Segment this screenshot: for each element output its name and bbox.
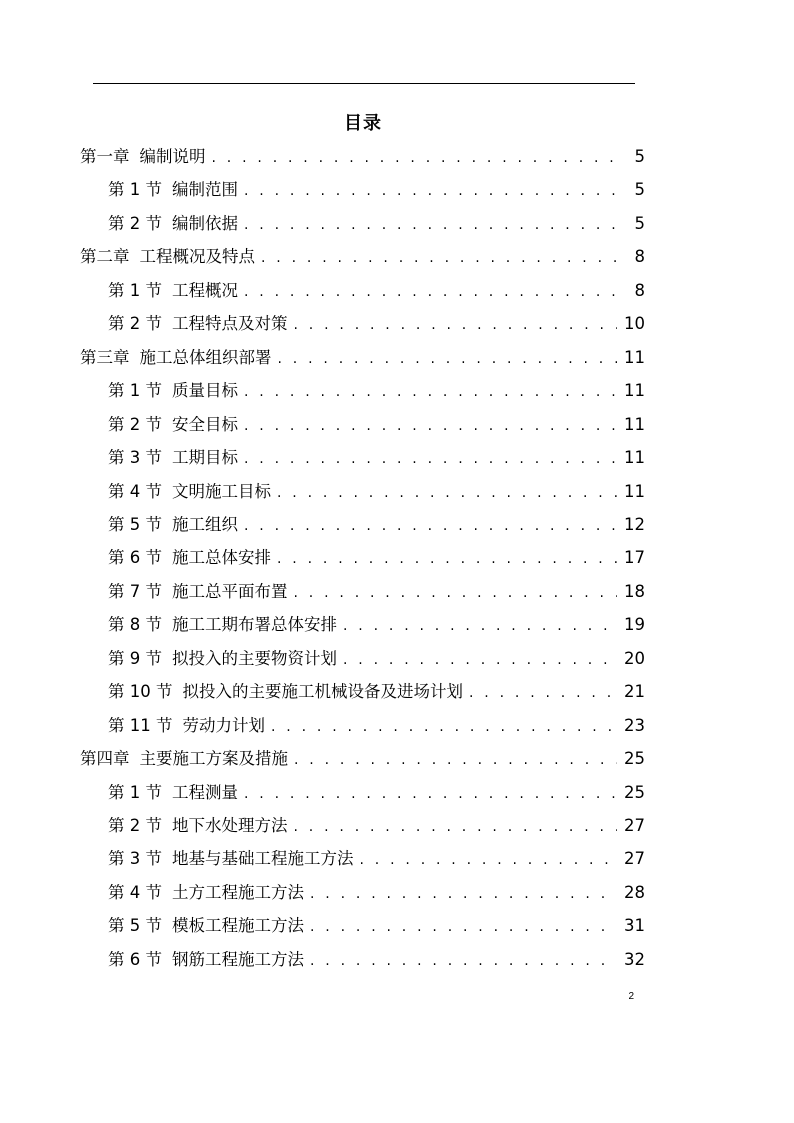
- toc-entry-title: 土方工程施工方法: [172, 882, 304, 902]
- toc-entry-page: 20: [624, 648, 645, 668]
- toc-section-entry[interactable]: [108, 846, 645, 872]
- toc-entry-title: 工程概况及特点: [139, 247, 255, 267]
- toc-entry-page: 11: [624, 414, 645, 434]
- toc-entry-page: 17: [624, 548, 645, 568]
- toc-chapter-entry[interactable]: [80, 746, 645, 772]
- toc-entry-page: 8: [634, 247, 645, 267]
- toc-section-entry[interactable]: [108, 947, 645, 973]
- toc-entry-number: 第 4 节: [108, 882, 162, 902]
- dot-leader: [294, 814, 618, 840]
- toc-entry-title: 工期目标: [172, 448, 238, 468]
- toc-entry-title: 文明施工目标: [172, 481, 271, 501]
- toc-entry-title: 编制范围: [172, 180, 238, 200]
- toc-entry-number: 第 3 节: [108, 849, 162, 869]
- toc-entry-title: 主要施工方案及措施: [139, 749, 288, 769]
- dot-leader: [310, 948, 617, 974]
- dot-leader: [310, 881, 617, 907]
- dot-leader: [294, 312, 618, 338]
- toc-section-entry[interactable]: [108, 378, 645, 404]
- toc-section-entry[interactable]: [108, 913, 645, 939]
- toc-entry-title: 劳动力计划: [182, 715, 265, 735]
- toc-entry-number: 第四章: [80, 749, 130, 769]
- dot-leader: [261, 245, 617, 271]
- dot-leader: [294, 747, 617, 773]
- toc-entry-page: 21: [624, 682, 645, 702]
- toc-entry-page: 25: [624, 782, 645, 802]
- toc-entry-page: 5: [634, 180, 645, 200]
- toc-entry-title: 钢筋工程施工方法: [172, 949, 304, 969]
- toc-section-entry[interactable]: [108, 512, 645, 538]
- page-number: 2: [628, 991, 634, 1002]
- toc-section-entry[interactable]: [108, 813, 645, 839]
- toc-entry-number: 第 11 节: [108, 715, 173, 735]
- dot-leader: [244, 413, 617, 439]
- dot-leader: [469, 680, 617, 706]
- toc-entry-number: 第 7 节: [108, 581, 162, 601]
- dot-leader: [277, 546, 617, 572]
- dot-leader: [310, 914, 617, 940]
- toc-entry-page: 10: [624, 314, 645, 334]
- toc-section-entry[interactable]: [108, 177, 645, 203]
- toc-entry-page: 25: [624, 749, 645, 769]
- toc-entry-page: 27: [624, 849, 645, 869]
- toc-entry-page: 28: [624, 882, 645, 902]
- toc-entry-title: 安全目标: [172, 414, 238, 434]
- toc-entry-title: 地基与基础工程施工方法: [172, 849, 354, 869]
- toc-entry-number: 第 1 节: [108, 280, 162, 300]
- toc-entry-number: 第 1 节: [108, 782, 162, 802]
- toc-entry-page: 19: [624, 615, 645, 635]
- toc-entry-number: 第 5 节: [108, 916, 162, 936]
- toc-entry-page: 31: [624, 916, 645, 936]
- toc-entry-page: 11: [624, 381, 645, 401]
- dot-leader: [244, 279, 617, 305]
- toc-entry-title: 地下水处理方法: [172, 816, 288, 835]
- toc-entry-number: 第 1 节: [108, 180, 162, 200]
- toc-entry-title: 模板工程施工方法: [172, 916, 304, 936]
- toc-entry-number: 第 9 节: [108, 648, 162, 668]
- toc-entry-number: 第 1 节: [108, 381, 162, 401]
- dot-leader: [294, 580, 618, 606]
- toc-entry-title: 施工总平面布置: [172, 581, 288, 601]
- dot-leader: [360, 847, 618, 873]
- toc-entry-title: 施工总体安排: [172, 548, 271, 568]
- dot-leader: [271, 714, 617, 740]
- toc-entry-number: 第 8 节: [108, 615, 162, 635]
- toc-entry-page: 23: [624, 715, 645, 735]
- dot-leader: [244, 781, 617, 807]
- dot-leader: [244, 379, 617, 405]
- toc-title: 目录: [344, 113, 382, 134]
- toc-section-entry[interactable]: [108, 780, 645, 806]
- toc-entry-page: 27: [624, 816, 645, 835]
- toc-entry-page: 32: [624, 949, 645, 969]
- toc-chapter-entry[interactable]: [80, 244, 645, 270]
- toc-entry-page: 12: [624, 514, 645, 534]
- dot-leader: [277, 480, 617, 506]
- toc-entry-page: 11: [624, 448, 645, 468]
- toc-section-entry[interactable]: [108, 311, 645, 337]
- toc-entry-number: 第 5 节: [108, 514, 162, 534]
- toc-section-entry[interactable]: [108, 278, 645, 304]
- toc-entry-title: 施工组织: [172, 514, 238, 534]
- toc-entry-title: 工程测量: [172, 782, 238, 802]
- toc-section-entry[interactable]: [108, 880, 645, 906]
- toc-entry-page: 5: [634, 213, 645, 233]
- toc-entry-title: 工程特点及对策: [172, 314, 288, 334]
- dot-leader: [212, 145, 618, 171]
- toc-entry-number: 第三章: [80, 347, 130, 367]
- toc-entry-title: 施工总体组织部署: [139, 347, 272, 367]
- toc-section-entry[interactable]: [108, 545, 645, 571]
- toc-section-entry[interactable]: [108, 679, 645, 705]
- toc-section-entry[interactable]: [108, 579, 645, 605]
- toc-section-entry[interactable]: [108, 646, 645, 672]
- dot-leader: [278, 346, 618, 372]
- toc-entry-title: 编制说明: [139, 147, 206, 166]
- toc-chapter-entry[interactable]: [80, 144, 645, 170]
- toc-entry-title: 编制依据: [172, 213, 238, 233]
- dot-leader: [343, 647, 617, 673]
- toc-section-entry[interactable]: [108, 479, 645, 505]
- toc-entry-number: 第二章: [80, 247, 130, 267]
- dot-leader: [244, 446, 617, 472]
- dot-leader: [244, 513, 617, 539]
- toc-section-entry[interactable]: [108, 211, 645, 237]
- toc-entry-title: 拟投入的主要物资计划: [172, 648, 337, 668]
- toc-entry-number: 第 2 节: [108, 816, 162, 835]
- toc-entry-title: 质量目标: [172, 381, 238, 401]
- toc-section-entry[interactable]: [108, 445, 645, 471]
- toc-entry-number: 第 6 节: [108, 949, 162, 969]
- toc-entry-page: 5: [634, 147, 645, 166]
- toc-entry-number: 第一章: [80, 147, 130, 166]
- toc-entry-title: 拟投入的主要施工机械设备及进场计划: [182, 682, 463, 702]
- toc-entry-page: 11: [624, 481, 645, 501]
- toc-entry-number: 第 4 节: [108, 481, 162, 501]
- toc-entry-number: 第 2 节: [108, 314, 162, 334]
- toc-section-entry[interactable]: [108, 713, 645, 739]
- toc-entry-title: 工程概况: [172, 280, 238, 300]
- toc-entry-page: 18: [624, 581, 645, 601]
- toc-chapter-entry[interactable]: [80, 345, 645, 371]
- toc-entry-title: 施工工期布署总体安排: [172, 615, 337, 635]
- toc-section-entry[interactable]: [108, 612, 645, 638]
- toc-entry-number: 第 6 节: [108, 548, 162, 568]
- dot-leader: [244, 178, 617, 204]
- toc-section-entry[interactable]: [108, 412, 645, 438]
- dot-leader: [343, 613, 617, 639]
- toc-entry-number: 第 10 节: [108, 682, 173, 702]
- dot-leader: [244, 212, 617, 238]
- toc-entry-number: 第 3 节: [108, 448, 162, 468]
- toc-entry-page: 11: [624, 347, 645, 367]
- toc-entry-number: 第 2 节: [108, 414, 162, 434]
- toc-entry-number: 第 2 节: [108, 213, 162, 233]
- toc-entry-page: 8: [634, 280, 645, 300]
